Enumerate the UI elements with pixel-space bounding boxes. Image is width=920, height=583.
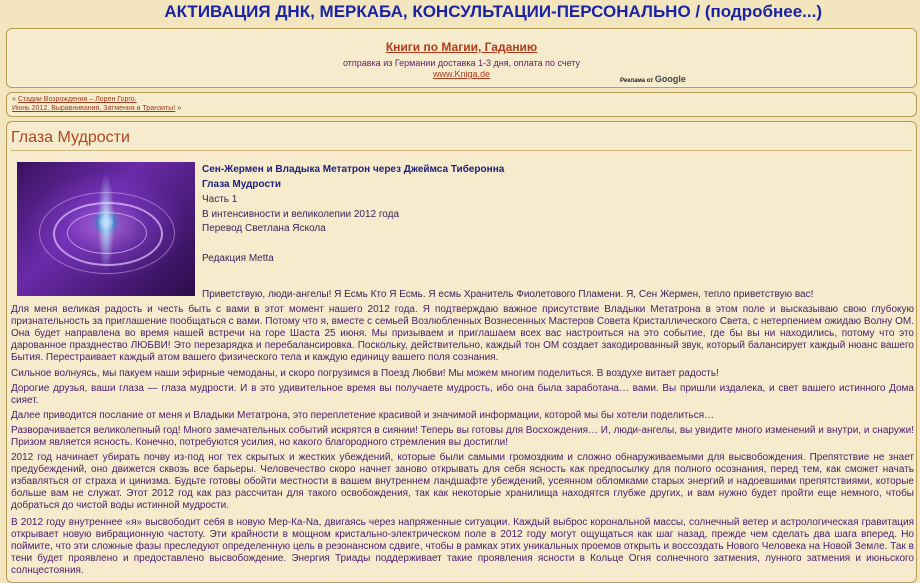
ads-by-label: Реклама от (620, 78, 654, 84)
prev-arrow: « (12, 96, 16, 103)
paragraph-7: В 2012 году внутреннее «я» высвободит себя в новую Мер-Ка-Na, двигаясь через напряженные ситуации. Каждый выброс корональной массы, солнечный ветер и астрологическая гравитация открывает новую вибрационную частоту. Эти крайности в мощном кристально-электрическом поле в 2012 году могут ощущаться как шаг назад, прежде чем сделать два шага вперед. Но поймите, что эти сложные фазы преследуют определенную цель в резонансном сдвиге, чтобы в рамках этих уникальных проемов открыть и воссоздать Нового Человека на Новой Земле. Так в тени будет проявлено и предоставлено высвобождение. Энергия Триады поддерживает такие проявления ясности в Кольце Огня солнечного затмения, лунного затмения и июньского солнцестояния. (11, 517, 914, 576)
post-navigation (6, 92, 917, 117)
article-tagline: В интенсивности и великолепии 2012 года (202, 209, 400, 220)
next-arrow: » (177, 105, 182, 112)
ads-by-google[interactable] (620, 74, 686, 84)
article-part: Часть 1 (202, 194, 238, 205)
article-translator: Перевод Светлана Яскола (202, 223, 326, 234)
prev-post-line (12, 96, 137, 103)
ad-description: отправка из Германии доставка 1-3 дня, оплата по счету (342, 58, 581, 68)
paragraph-2: Сильное волнуясь, мы пакуем наши эфирные чемоданы, и скоро погрузимся в Поезд Любви! Мы можем многим поделиться. В воздухе витает радость! (11, 368, 719, 379)
article-byline: Сен-Жермен и Владыка Метатрон через Джеймса Тиберонна (202, 164, 505, 175)
paragraph-1: Для меня великая радость и честь быть с вами в этот момент нашего 2012 года. Я подтверждаю важное присутствие Владыки Метатрона в этом поле и высказываю свою глубокую признательность за приглашение пообщаться с вами. Потому что я, вместе с семьей Возлюбленных Вознесенных Мастеров Совета Кристаллического Света, с нетерпением ожидаю Волну ОМ. Она будет направлена во время нашей встречи на горе Шаста 25 июня. Мы призываем и приглашаем всех вас настроиться на это событие, где бы вы ни находились, потому что это дарованное празднество ЛЮБВИ! Это перезарядка и перебалансировка. Поскольку, действительно, каждый тон ОМ создает закодированный звук, который балансирует каждый нюанс вашего Бытия. Перестраивает каждый атом вашего физического тела и каждую единицу вашего поля сознания. (11, 304, 914, 363)
ad-url-link[interactable]: www.Kniga.de (432, 69, 491, 79)
article-editor: Редакция Metta (202, 253, 274, 264)
ad-box (6, 28, 917, 88)
paragraph-6: 2012 год начинает убирать почву из-под ног тех скрытых и жестких убеждений, которые были самыми громоздким и сложно обнаруживаемыми для высвобождения. Препятствие не знает предубеждений, оно движется сквозь все барьеры. Человечество скоро начнет заново открывать для себя ясность как предпосылку для полного осознания, перед тем, как сможет начать избавляться от страха и цинизма. Будьте готовы обойти местности в вашем внутреннем ландшафте убеждений, усеянном обломками старых энергий и надоевшими препятствиями, которые больше вам не служат. Этот 2012 год как раз рассчитан для такого освобождения, так как некоторые хранилища находятся глубже других, и вам нужно будет пройти еще немного, чтобы добраться до чистой воды истинной мудрости. (11, 452, 914, 511)
article-container (6, 121, 917, 583)
article-subtitle: Глаза Мудрости (202, 179, 282, 190)
galaxy-torus-image (17, 162, 195, 296)
top-banner-link[interactable]: АКТИВАЦИЯ ДНК, МЕРКАБА, КОНСУЛЬТАЦИИ-ПЕРСОНАЛЬНО / (подробнее...) (0, 0, 920, 24)
prev-post-link[interactable]: Стадии Возрождения – Лорен Горго. (17, 96, 137, 103)
next-post-line (12, 105, 181, 112)
torus-ring-inner (67, 212, 147, 254)
google-logo: Google (654, 74, 686, 84)
title-divider (11, 150, 912, 151)
paragraph-5: Разворачивается великолепный год! Много замечательных событий искрятся в сиянии! Теперь вы готовы для Восхождения… И, люди-ангелы, вы увидите много изменений и внутри, и снаружи! Призом является ясность. Конечно, потребуются усилия, но какого благородного стремления вы достигли! (11, 425, 914, 448)
greeting-paragraph: Приветствую, люди-ангелы! Я Есмь Кто Я Есмь. Я есмь Хранитель Фиолетового Пламени. Я, Сен Жермен, тепло приветствую вас! (202, 289, 814, 300)
page-title: Глаза Мудрости (11, 129, 130, 146)
paragraph-4: Далее приводится послание от меня и Владыки Метатрона, это переплетение красивой и значимой информации, которой мы бы хотели поделиться… (11, 410, 715, 421)
ad-title-link[interactable]: Книги по Магии, Гаданию (385, 40, 538, 54)
next-post-link[interactable]: Июнь 2012. Выравнивания, Затмения и Транзиты! (12, 105, 176, 112)
paragraph-3: Дорогие друзья, ваши глаза — глаза мудрости. И в это удивительное время вы получаете мудрость, ибо она была заработана… вами. Вы пришли издалека, и свет вашего истинного Дома сияет. (11, 383, 914, 406)
